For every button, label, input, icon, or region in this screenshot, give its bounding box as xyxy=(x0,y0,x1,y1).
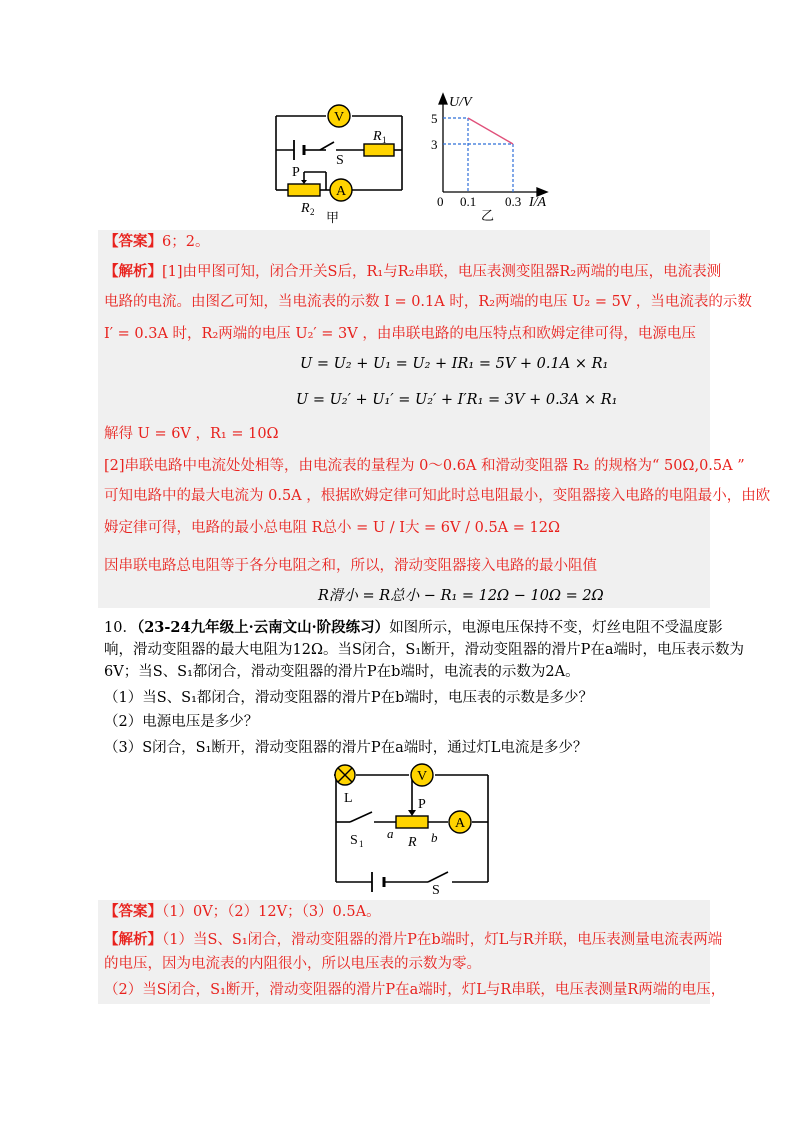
answer9-line5: [2]串联电路中电流处处相等，由电流表的量程为 0～0.6A 和滑动变阻器 R₂ 的规格为“ 50Ω,0.5A ” xyxy=(104,458,745,474)
x-tick-0: 0 xyxy=(437,194,444,209)
answer10-line2: 的电压，因为电流表的内阻很小，所以电压表的示数为零。 xyxy=(104,956,481,972)
q10-line1 xyxy=(104,618,723,638)
answer10-line1 xyxy=(104,930,722,950)
figure-jia-caption: 甲 xyxy=(326,210,340,225)
answer10-answer-text: （1）0V；（2）12V；（3）0.5A。 xyxy=(162,904,381,920)
y-axis-label: U/V xyxy=(449,95,472,110)
q10-slider-p-label: P xyxy=(418,797,426,812)
answer9-line2: 电路的电流。由图乙可知，当电流表的示数 I = 0.1A 时，R₂两端的电压 U₂ = 5V ，当电流表的示数 xyxy=(104,294,752,310)
x-axis-label: I/A xyxy=(529,195,547,210)
r1-sub: 1 xyxy=(382,135,387,145)
answer10-text-l1: （1）当S、S₁闭合，滑动变阻器的滑片P在b端时，灯L与R并联，电压表测量电流表两端 xyxy=(162,932,723,948)
figure-yi-graph xyxy=(425,92,565,224)
q10-sub2: （2）电源电压是多少？ xyxy=(104,714,259,730)
answer9-line3: I′ = 0.3A 时，R₂两端的电压 U₂′ = 3V ，由串联电路的电压特点和欧姆定律可得，电源电压 xyxy=(104,326,696,342)
answer9-line6: 可知电路中的最大电流为 0.5A ，根据欧姆定律可知此时总电阻最小，变阻器接入电路的电阻最小，由欧 xyxy=(104,488,771,504)
q10-lamp-label: L xyxy=(344,791,353,806)
r2-label: R xyxy=(301,201,310,216)
answer9-line4: 解得 U = 6V ，R₁ = 10Ω xyxy=(104,426,279,442)
q10-source: （23-24九年级上·云南文山·阶段练习） xyxy=(136,619,390,636)
y-tick-3: 3 xyxy=(431,137,438,152)
r2-sub: 2 xyxy=(310,207,315,217)
ammeter-label: A xyxy=(335,184,347,199)
answer10-jiexi-tag: 【解析】 xyxy=(104,931,162,948)
q10-text-l1: 如图所示，电源电压保持不变，灯丝电阻不受温度影 xyxy=(389,620,723,636)
answer10-line3: （2）当S闭合，S₁断开，滑动变阻器的滑片P在a端时，灯L与R串联，电压表测量R两端的电压， xyxy=(104,982,726,998)
slider-p-label: P xyxy=(292,165,300,180)
figure-jia-circuit xyxy=(268,98,418,226)
q10-voltmeter-label: V xyxy=(416,769,428,784)
voltmeter-label: V xyxy=(333,110,345,125)
answer9-eq3: R滑小 = R总小 − R₁ = 12Ω − 10Ω = 2Ω xyxy=(318,588,604,604)
answer9-answer-text: 6；2。 xyxy=(162,234,210,250)
answer9-box xyxy=(98,230,710,608)
switch-s-label: S xyxy=(336,153,344,168)
answer9-answer-line xyxy=(104,232,209,252)
r1-label: R xyxy=(373,129,382,144)
x-tick-03: 0.3 xyxy=(505,194,522,209)
q10-b-label: b xyxy=(431,830,438,845)
answer9-jiexi-tag: 【解析】 xyxy=(104,263,162,280)
answer9-answer-tag: 【答案】 xyxy=(104,233,162,250)
answer10-answer-tag: 【答案】 xyxy=(104,903,162,920)
answer9-line7: 姆定律可得，电路的最小总电阻 R总小 = U / I大 = 6V / 0.5A = 12Ω xyxy=(104,520,560,536)
q10-r-label: R xyxy=(408,835,417,850)
q10-line3: 6V；当S、S₁都闭合，滑动变阻器的滑片P在b端时，电流表的示数为2A。 xyxy=(104,664,580,680)
answer9-text-l1: [1]由甲图可知，闭合开关S后，R₁与R₂串联，电压表测变阻器R₂两端的电压，电流表测 xyxy=(162,264,722,280)
answer10-answer-line xyxy=(104,902,381,922)
q10-s1-sub: 1 xyxy=(359,839,364,849)
q10-s-label: S xyxy=(432,883,440,896)
q10-number: 10． xyxy=(104,620,137,636)
answer9-line8: 因串联电路总电阻等于各分电阻之和，所以，滑动变阻器接入电路的最小阻值 xyxy=(104,558,597,574)
q10-sub3: （3）S闭合，S₁断开，滑动变阻器的滑片P在a端时，通过灯L电流是多少？ xyxy=(104,740,588,756)
q10-sub1: （1）当S、S₁都闭合，滑动变阻器的滑片P在b端时，电压表的示数是多少？ xyxy=(104,690,593,706)
answer9-line1 xyxy=(104,262,721,282)
q10-line2: 响，滑动变阻器的最大电阻为12Ω。当S闭合，S₁断开，滑动变阻器的滑片P在a端时，电压表示数为 xyxy=(104,642,745,658)
q10-circuit xyxy=(330,760,494,896)
q10-a-label: a xyxy=(387,826,394,841)
answer9-eq2: U = U₂′ + U₁′ = U₂′ + I′R₁ = 3V + 0.3A × R₁ xyxy=(296,392,618,408)
x-tick-01: 0.1 xyxy=(460,194,477,209)
figure-yi-caption: 乙 xyxy=(481,208,495,223)
answer9-eq1: U = U₂ + U₁ = U₂ + IR₁ = 5V + 0.1A × R₁ xyxy=(300,356,609,372)
q10-ammeter-label: A xyxy=(454,816,466,831)
q10-s1-label: S xyxy=(350,833,358,848)
y-tick-5: 5 xyxy=(431,111,438,126)
